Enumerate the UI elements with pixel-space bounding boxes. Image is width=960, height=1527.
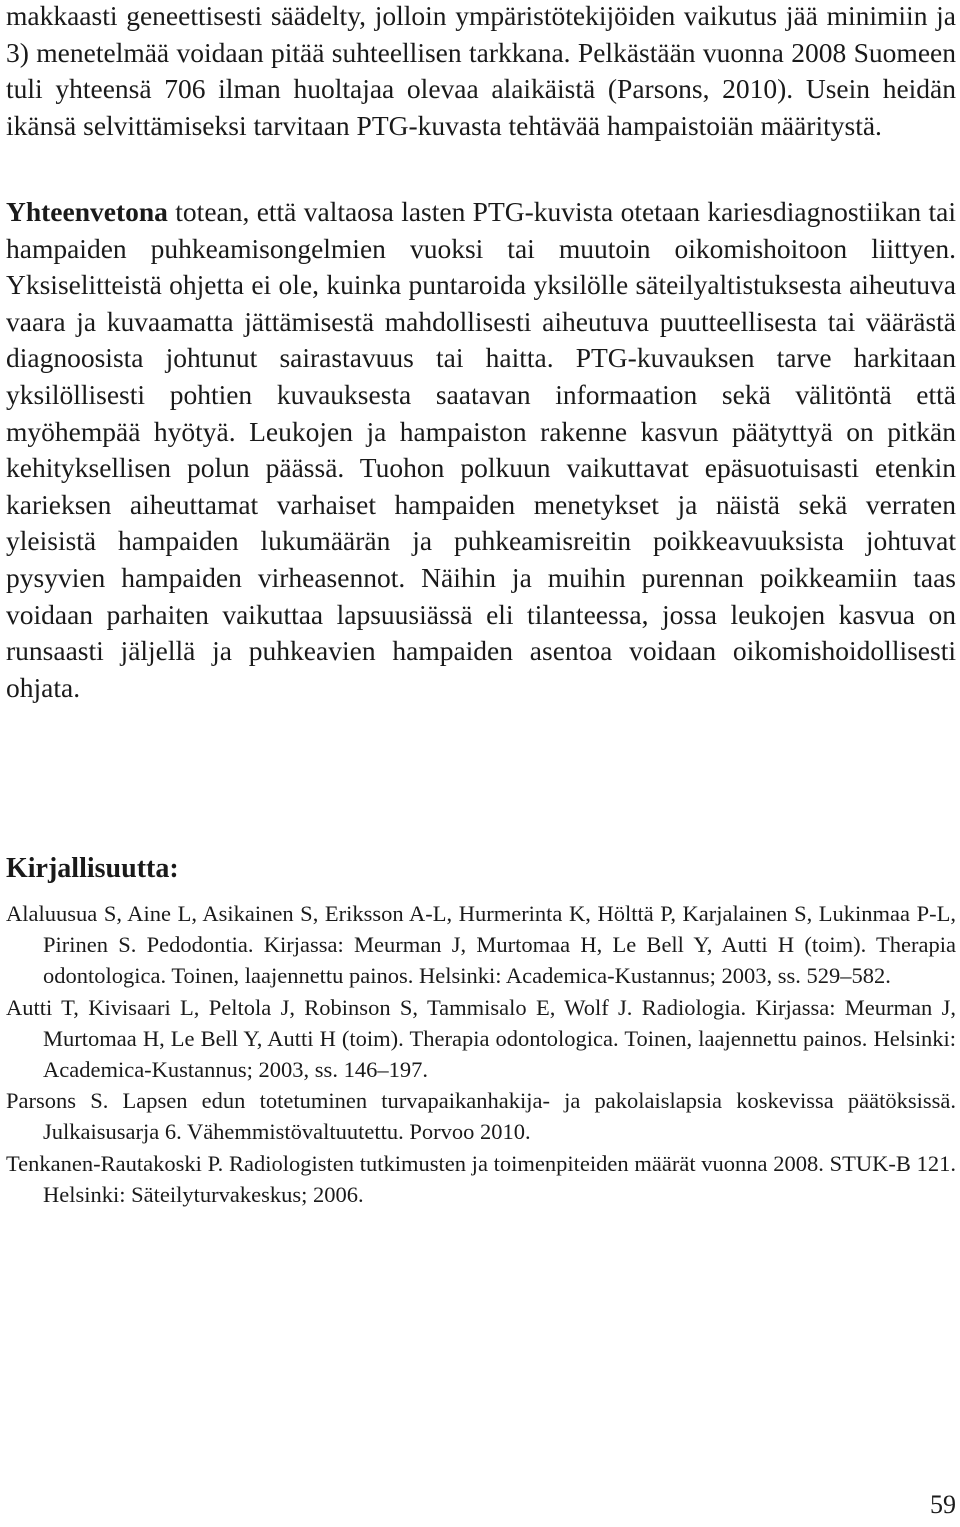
body-paragraph-summary — [6, 194, 956, 706]
reference-item: Alaluusua S, Aine L, Asikainen S, Eriksson A-L, Hurmerinta K, Hölttä P, Karjalainen S, Lukinmaa P-L, Pirinen S. Pedodontia. Kirjassa: Meurman J, Murtomaa H, Le Bell Y, Autti H (toim). Therapia odontologica. Toinen, laajennettu painos. Helsinki: Academica-Kustannus; 2003, ss. 529–582. — [6, 901, 956, 989]
page-number: 59 — [930, 1490, 956, 1519]
summary-text: totean, että valtaosa lasten PTG-kuvista otetaan kariesdiagnostiikan tai hampaiden puhkeamisongelmien vuoksi tai muutoin oikomishoitoon liittyen. Yksiselitteistä ohjetta ei ole, kuinka puntaroida yksilölle säteilyaltistuksesta aiheutuva vaara ja kuvaamatta jättämisestä mahdollisesti aiheutuva puutteellisesta tai väärästä diagnoosista johtunut sairastavuus tai haitta. PTG-kuvauksen tarve harkitaan yksilöllisesti pohtien kuvauksesta saatavan informaation sekä välitöntä että myöhempää hyötyä. Leukojen ja hampaiston rakenne kasvun päätyttyä on pitkän kehityksellisen polun päässä. Tuohon polkuun vaikuttavat epäsuotuisasti etenkin karieksen aiheuttamat varhaiset hampaiden menetykset ja näistä sekä verraten yleisistä hampaiden lukumäärän ja puhkeamisreitin poikkeavuuksista johtuvat pysyvien hampaiden virheasennot. Näihin ja muihin purennan poikkeamiin taas voidaan parhaiten vaikuttaa lapsuusiässä eli tilanteessa, jossa leukojen kasvua on runsaasti jäljellä ja puhkeavien hampaiden asentoa voidaan oikomishoidollisesti ohjata. — [6, 196, 956, 703]
summary-lead-word: Yhteenvetona — [6, 196, 168, 227]
reference-item: Tenkanen-Rautakoski P. Radiologisten tutkimusten ja toimenpiteiden määrät vuonna 2008. STUK-B 121. Helsinki: Säteilyturvakeskus; 2006. — [6, 1150, 956, 1207]
reference-item: Autti T, Kivisaari L, Peltola J, Robinson S, Tammisalo E, Wolf J. Radiologia. Kirjassa: Meurman J, Murtomaa H, Le Bell Y, Autti H (toim). Therapia odontologica. Toinen, laajennettu painos. Helsinki: Academica-Kustannus; 2003, ss. 146–197. — [6, 994, 956, 1083]
reference-item: Parsons S. Lapsen edun totetuminen turvapaikanhakija- ja pakolaislapsia koskevissa päätöksissä. Julkaisusarja 6. Vähemmistövaltuutettu. Porvoo 2010. — [6, 1088, 956, 1145]
body-paragraph-intro: makkaasti geneettisesti säädelty, jolloin ympäristötekijöiden vaikutus jää minimiin ja 3) menetelmää voidaan pitää suhteellisen tarkkana. Pelkästään vuonna 2008 Suomeen tuli yhteensä 706 ilman huoltajaa olevaa alaikäistä (Parsons, 2010). Usein heidän ikänsä selvittämiseksi tarvitaan PTG-kuvasta tehtävää hampaistoiän määritystä. — [6, 0, 956, 141]
references-heading: Kirjallisuutta: — [6, 853, 179, 884]
references-list — [6, 898, 956, 1210]
